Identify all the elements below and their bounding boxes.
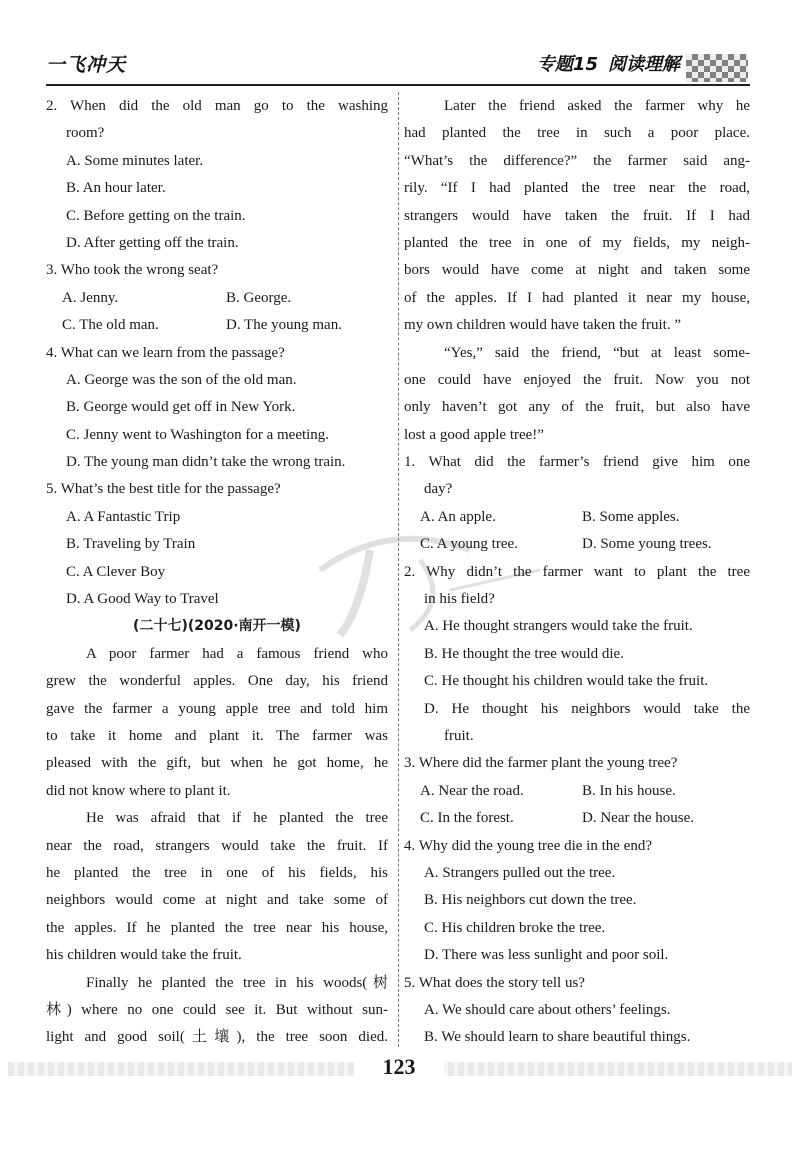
text-line: C. Before getting on the train. [66, 207, 246, 224]
text-line: Later the friend asked the farmer why he [444, 98, 750, 114]
text-line: C. Jenny went to Washington for a meeting. [66, 426, 330, 443]
text-line: pleased with the gift, but when he got home, he [46, 755, 388, 772]
text-line: neighbors would come at night and take some of [46, 892, 388, 909]
text-line: 4. Why did the young tree die in the end? [404, 837, 652, 854]
option-pair [46, 285, 388, 312]
option-pair [404, 504, 750, 531]
text-line: his children would take the fruit. [46, 947, 242, 964]
text-line: had planted the tree in such a poor place. [404, 125, 750, 142]
text-line: C. His children broke the tree. [424, 919, 606, 936]
option-pair [404, 778, 750, 805]
topic-name: 阅读理解 [608, 54, 680, 75]
topic-number: 专题15 [536, 54, 598, 75]
text-line: C. He thought his children would take the fruit. [424, 673, 709, 690]
answer-option: B. George. [226, 289, 292, 306]
text-line: A. George was the son of the old man. [66, 371, 297, 388]
answer-option: A. Jenny. [62, 289, 119, 306]
text-line: “What’s the difference?” the farmer said ang- [404, 152, 750, 169]
text-line: D. A Good Way to Travel [66, 591, 219, 608]
text-line: B. Traveling by Train [66, 536, 196, 553]
text-line: D. He thought his neighbors would take the [424, 700, 750, 717]
text-line: my own children would have taken the fruit. ” [404, 317, 682, 334]
option-pair [404, 805, 750, 832]
text-line: B. We should learn to share beautiful things. [424, 1029, 691, 1046]
answer-option: C. In the forest. [420, 810, 514, 827]
text-line: only haven’t got any of the fruit, but also have [404, 399, 750, 416]
text-line: day? [424, 481, 453, 498]
header-topic [537, 50, 680, 76]
text-line: 3. Who took the wrong seat? [46, 262, 219, 279]
text-line: A. A Fantastic Trip [66, 508, 181, 525]
text-line: in his field? [424, 591, 495, 608]
text-line: strangers would have taken the fruit. If I had [404, 207, 750, 224]
text-line: B. An hour later. [66, 180, 166, 197]
column-divider [398, 92, 399, 1052]
text-line: 林) where no one could see it. But without sun- [46, 1001, 388, 1018]
left-column [46, 93, 388, 1052]
text-line: “Yes,” said the friend, “but at least some- [444, 344, 750, 361]
page-number: 123 [354, 1048, 444, 1086]
text-line: bors would have come at night and taken some [404, 262, 750, 279]
answer-option: A. Near the road. [420, 782, 524, 799]
text-line: lost a good apple tree!” [404, 426, 544, 443]
text-line: Finally he planted the tree in his woods(树 [86, 974, 388, 991]
text-line: he planted the tree in one of his fields, his [46, 864, 388, 881]
text-line: did not know where to plant it. [46, 782, 231, 799]
text-line: to take it home and plant it. The farmer was [46, 727, 388, 744]
answer-option: D. Near the house. [582, 810, 695, 827]
right-column [404, 93, 750, 1052]
answer-option: D. The young man. [226, 317, 342, 334]
text-line: D. The young man didn’t take the wrong train. [66, 454, 346, 471]
section-title: (二十七)(2020·南开一模) [133, 618, 301, 635]
text-line: of the apples. If I had planted it near my house, [404, 289, 750, 306]
text-line: 5. What’s the best title for the passage? [46, 481, 281, 498]
text-line: planted the tree in one of my fields, my neigh- [404, 234, 750, 251]
option-pair [46, 312, 388, 339]
text-line: B. He thought the tree would die. [424, 645, 624, 662]
text-line: B. George would get off in New York. [66, 399, 296, 416]
answer-option: C. A young tree. [420, 536, 518, 553]
text-line: 5. What does the story tell us? [404, 974, 585, 991]
text-line: gave the farmer a young apple tree and told him [46, 700, 388, 717]
text-line: C. A Clever Boy [66, 563, 166, 580]
text-line: D. There was less sunlight and poor soil. [424, 947, 669, 964]
text-line: A poor farmer had a famous friend who [86, 645, 388, 662]
text-line: A. Strangers pulled out the tree. [424, 864, 616, 881]
answer-option: C. The old man. [62, 317, 159, 334]
text-line: A. We should care about others’ feelings. [424, 1001, 671, 1018]
text-line: 2. When did the old man go to the washing [46, 98, 388, 114]
text-line: He was afraid that if he planted the tree [86, 810, 388, 827]
text-line: 4. What can we learn from the passage? [46, 344, 285, 361]
text-line: grew the wonderful apples. One day, his friend [46, 673, 388, 690]
text-line: D. After getting off the train. [66, 234, 239, 251]
text-line: fruit. [444, 727, 474, 744]
text-line: 3. Where did the farmer plant the young tree? [404, 755, 678, 772]
header-rule [46, 84, 750, 86]
option-pair [404, 531, 750, 558]
answer-option: D. Some young trees. [582, 536, 712, 553]
text-line: near the road, strangers would take the fruit. If [46, 837, 388, 854]
answer-option: B. Some apples. [582, 508, 680, 525]
text-line: 1. What did the farmer’s friend give him one [404, 454, 750, 471]
text-line: A. He thought strangers would take the fruit. [424, 618, 693, 635]
text-line: the apples. If he planted the tree near his house, [46, 919, 388, 936]
answer-option: B. In his house. [582, 782, 676, 799]
answer-option: A. An apple. [420, 508, 496, 525]
text-line: light and good soil(土壤), the tree soon died. [46, 1029, 388, 1046]
header-checker-decoration [686, 54, 748, 82]
header-series-title: 一飞冲天 [46, 54, 127, 76]
text-line: 2. Why didn’t the farmer want to plant the tree [404, 563, 750, 580]
text-line: rily. “If I had planted the tree near the road, [404, 180, 750, 197]
text-line: one could have enjoyed the fruit. Now you not [404, 371, 750, 388]
text-line: room? [66, 125, 105, 142]
text-line: B. His neighbors cut down the tree. [424, 892, 637, 909]
text-line: A. Some minutes later. [66, 152, 204, 169]
